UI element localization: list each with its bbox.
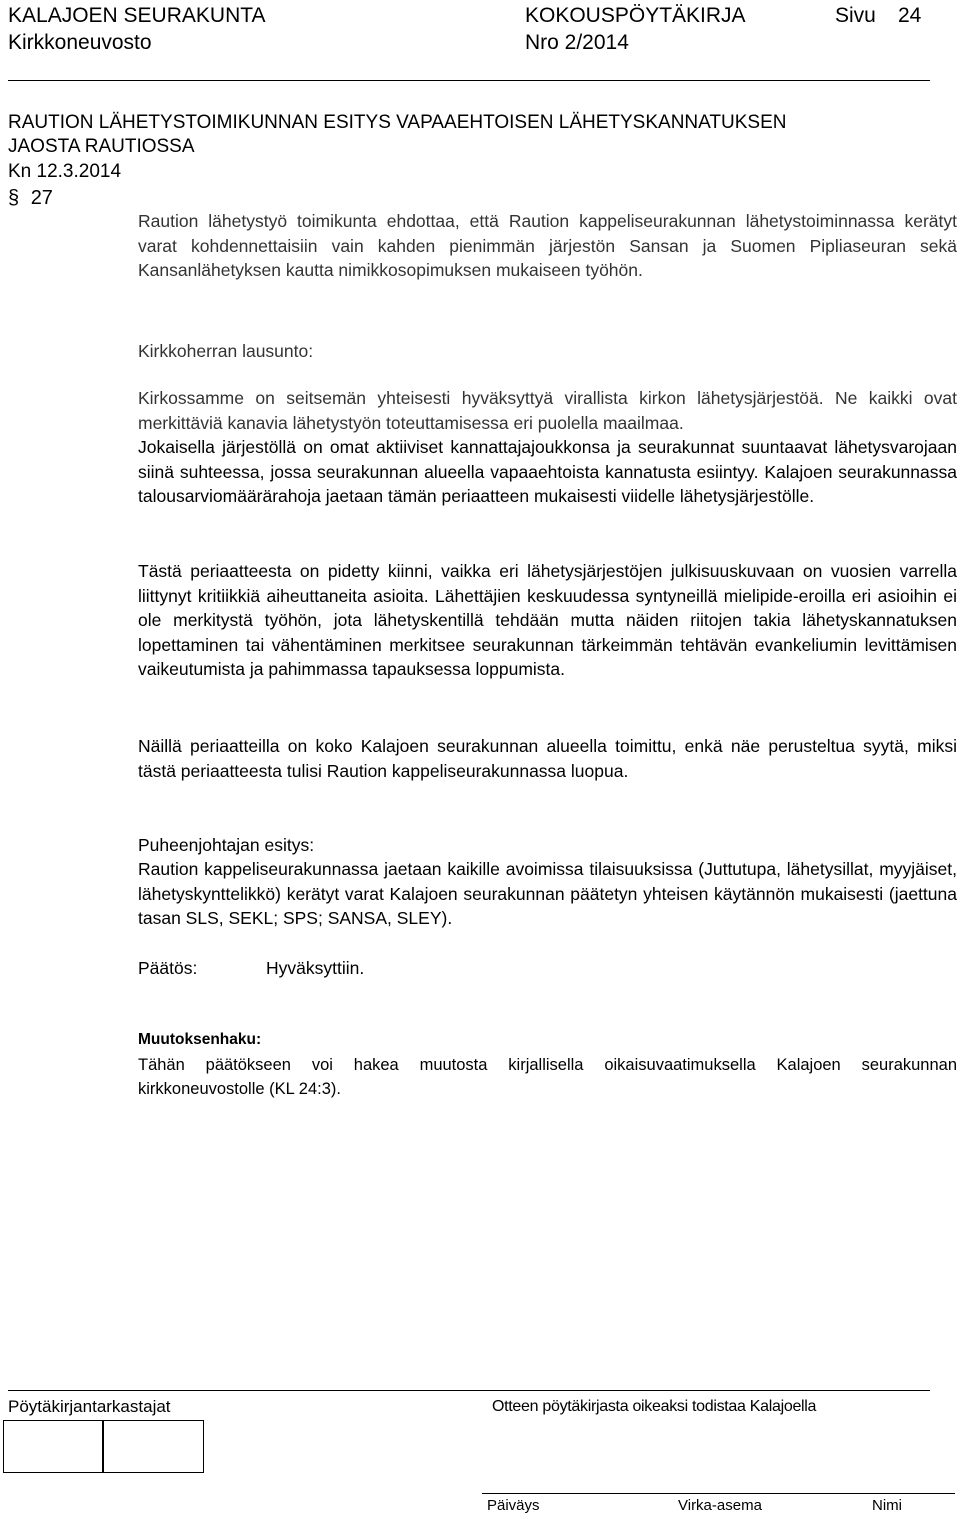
page-label: Sivu <box>835 4 876 27</box>
body-name: Kirkkoneuvosto <box>8 31 152 54</box>
statement-paragraph-1: Jokaisella järjestöllä on omat aktiiviset kannattajajoukkonsa ja seurakunnat suuntaavat lähetysvarojaan siinä suhteessa, jossa seurakunnan alueella vapaaehtoista kannatusta esiintyy. Kalajoen seurakunnassa talousarviomäärärahoja jaetaan tämän periaatteen mukaisesti viidelle lähetysjärjestölle. <box>138 437 957 507</box>
inspector-signature-box-2 <box>103 1420 204 1473</box>
appeal-text: Tähän päätökseen voi hakea muutosta kirjallisella oikaisuvaatimuksella Kalajoen seurakunnan kirkkoneuvostolle (KL 24:3). <box>138 1056 957 1098</box>
section-title-line1: RAUTION LÄHETYSTOIMIKUNNAN ESITYS VAPAAEHTOISEN LÄHETYSKANNATUKSEN <box>8 112 787 133</box>
proposal-text: Raution lähetystyö toimikunta ehdottaa, että Raution kappeliseurakunnan lähetystoiminnassa kerätyt varat kohdennettaisiin vain kahden pienimmän järjestön Sansan ja Suomen Pipliaseuran sekä Kansanlähetyksen kautta nimikkosopimuksen mukaiseen työhön. <box>138 211 957 281</box>
inspectors-label: Pöytäkirjantarkastajat <box>8 1397 171 1416</box>
page-number: 24 <box>898 4 922 27</box>
doc-type: KOKOUSPÖYTÄKIRJA <box>525 4 746 27</box>
org-name: KALAJOEN SEURAKUNTA <box>8 4 266 27</box>
appeal-heading: Muutoksenhaku: <box>138 1031 262 1048</box>
section-title-line2: JAOSTA RAUTIOSSA <box>8 136 195 157</box>
meeting-reference: Kn 12.3.2014 <box>8 161 122 182</box>
signature-line <box>482 1493 955 1494</box>
meeting-number: Nro 2/2014 <box>525 31 629 54</box>
footer-divider <box>8 1390 930 1391</box>
paragraph-marker <box>8 186 53 211</box>
decision-label: Päätös: <box>138 958 198 978</box>
statement-intro: Kirkossamme on seitsemän yhteisesti hyväksyttyä virallista kirkon lähetysjärjestöä. Ne kaikki ovat merkittäviä kanavia lähetystyön toteuttamisessa eri puolella maailmaa. <box>138 388 957 433</box>
decision-value: Hyväksyttiin. <box>266 958 365 978</box>
date-label: Päiväys <box>487 1497 540 1514</box>
header-divider <box>8 80 930 81</box>
inspector-signature-box-1 <box>3 1420 103 1473</box>
chair-proposal-text: Raution kappeliseurakunnassa jaetaan kaikille avoimissa tilaisuuksissa (Juttutupa, lähetysillat, myyjäiset, lähetyskynttelikkö) kerätyt varat Kalajoen seurakunnan päätetyn yhteisen käytännön mukaisesti (jaettuna tasan SLS, SEKL; SPS; SANSA, SLEY). <box>138 859 957 929</box>
position-label: Virka-asema <box>678 1497 762 1514</box>
statement-paragraph-3: Näillä periaatteilla on koko Kalajoen seurakunnan alueella toimittu, enkä näe perusteltua syytä, miksi tästä periaatteesta tulisi Raution kappeliseurakunnassa luopua. <box>138 736 957 781</box>
paragraph-number: 27 <box>30 187 53 209</box>
statement-paragraph-2: Tästä periaatteesta on pidetty kiinni, vaikka eri lähetysjärjestöjen julkisuuskuvaan on vuosien varrella liittynyt kritiikkiä aiheuttaneita asioita. Lähettäjien keskuudessa syntyneillä mielipide-eroilla eri asioihin ei ole merkitystä työhön, jota lähetyskentillä tehdään mutta näiden riitojen takia lähetyskannatuksen lopettaminen tai vähentäminen merkitsee seurakunnan tärkeimmän tehtävän evankeliumin levittämisen vaikeutumista ja pahimmassa tapauksessa loppumista. <box>138 561 957 680</box>
paragraph-symbol: § <box>8 187 20 209</box>
chair-heading: Puheenjohtajan esitys: <box>138 835 315 855</box>
certify-label: Otteen pöytäkirjasta oikeaksi todistaa Kalajoella <box>492 1398 817 1415</box>
name-label: Nimi <box>872 1497 902 1514</box>
statement-heading: Kirkkoherran lausunto: <box>138 341 314 361</box>
